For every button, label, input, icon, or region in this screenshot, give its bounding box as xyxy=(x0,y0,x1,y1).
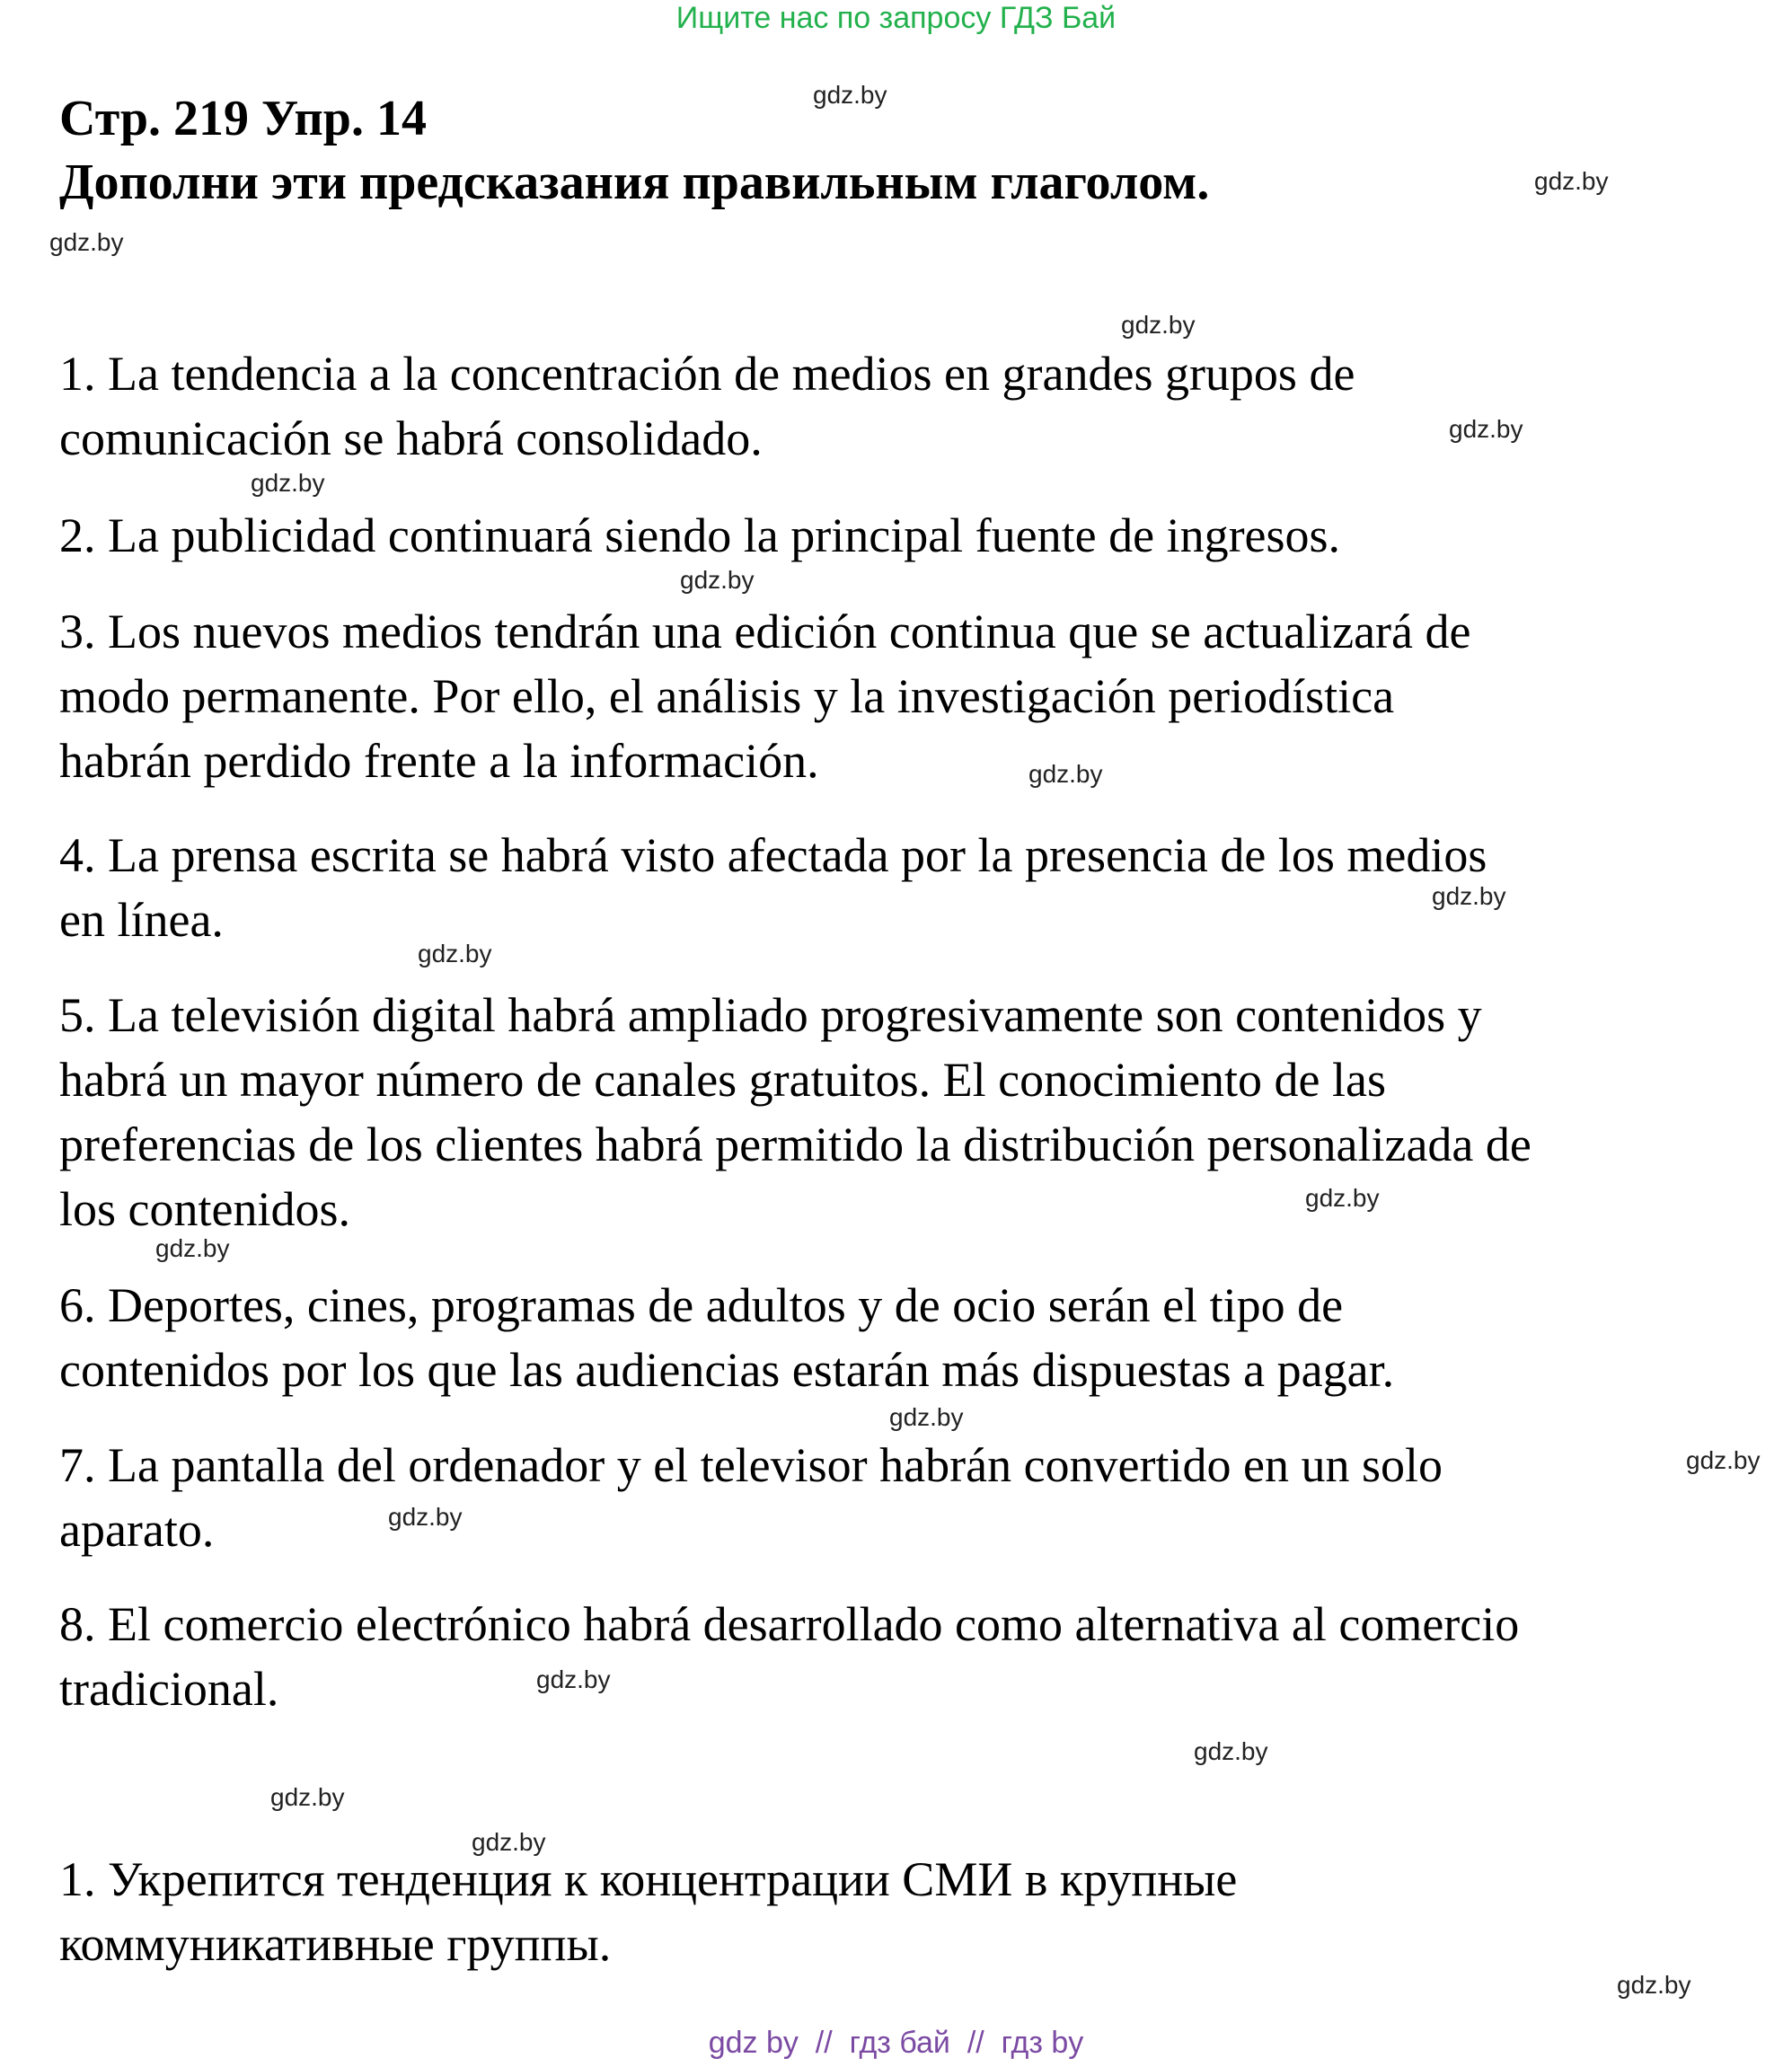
paragraph-line: 8. El comercio electrónico habrá desarrollado como alternativa al comercio xyxy=(59,1597,1520,1651)
paragraph-item-5 xyxy=(59,983,1676,1241)
paragraph-line: 3. Los nuevos medios tendrán una edición continua que se actualizará de xyxy=(59,605,1471,658)
paragraph-line: los contenidos. xyxy=(59,1182,350,1236)
paragraph-line: aparato. xyxy=(59,1503,215,1557)
exercise-instruction: Дополни эти предсказания правильным глаголом. xyxy=(59,155,1210,210)
paragraph-line: en línea. xyxy=(59,893,224,947)
watermark: gdz.by xyxy=(155,1234,230,1262)
paragraph-line: 5. La televisión digital habrá ampliado progresivamente son contenidos y xyxy=(59,988,1482,1042)
paragraph-line: 4. La prensa escrita se habrá visto afectada por la presencia de los medios xyxy=(59,828,1487,882)
paragraph-line: modo permanente. Por ello, el análisis y la investigación periodística xyxy=(59,669,1395,723)
paragraph-line: preferencias de los clientes habrá permitido la distribución personalizada de xyxy=(59,1117,1532,1171)
footer-links: gdz by // гдз бай // гдз by xyxy=(708,2026,1084,2060)
watermark: gdz.by xyxy=(1432,882,1506,910)
paragraph-line: 6. Deportes, cines, programas de adultos y de ocio serán el tipo de xyxy=(59,1278,1344,1332)
paragraph-line: 7. La pantalla del ordenador y el televisor habrán convertido en un solo xyxy=(59,1438,1443,1492)
watermark: gdz.by xyxy=(680,566,755,594)
paragraph-line: habrán perdido frente a la información. xyxy=(59,734,819,788)
watermark: gdz.by xyxy=(1534,167,1609,195)
watermark: gdz.by xyxy=(1121,311,1196,339)
watermark: gdz.by xyxy=(1028,760,1103,788)
watermark: gdz.by xyxy=(472,1828,546,1856)
paragraph-line: 1. Укрепится тенденция к концентрации СМИ в крупные xyxy=(59,1852,1238,1906)
watermark: gdz.by xyxy=(889,1403,964,1431)
watermark: gdz.by xyxy=(251,469,325,497)
paragraph-line: коммуникативные группы. xyxy=(59,1917,612,1971)
watermark: gdz.by xyxy=(813,81,887,109)
paragraph-item-1 xyxy=(59,341,1676,471)
paragraph-line: contenidos por los que las audiencias estarán más dispuestas a pagar. xyxy=(59,1343,1395,1397)
paragraph-line: 1. La tendencia a la concentración de medios en grandes grupos de xyxy=(59,347,1355,401)
watermark: gdz.by xyxy=(388,1503,463,1531)
watermark: gdz.by xyxy=(1686,1446,1761,1474)
watermark: gdz.by xyxy=(1449,415,1523,443)
watermark: gdz.by xyxy=(1305,1184,1380,1212)
translation-item-1 xyxy=(59,1847,1676,1976)
paragraph-item-3 xyxy=(59,599,1676,793)
paragraph-line: habrá un mayor número de canales gratuitos. El conocimiento de las xyxy=(59,1053,1387,1107)
watermark: gdz.by xyxy=(1617,1971,1691,1999)
paragraph-line: 2. La publicidad continuará siendo la principal fuente de ingresos. xyxy=(59,508,1341,562)
page-title: Стр. 219 Упр. 14 xyxy=(59,91,427,146)
paragraph-item-7 xyxy=(59,1433,1676,1562)
paragraph-item-6 xyxy=(59,1273,1676,1402)
watermark: gdz.by xyxy=(536,1665,611,1693)
watermark: gdz.by xyxy=(49,228,124,256)
paragraph-item-8 xyxy=(59,1592,1676,1721)
watermark: gdz.by xyxy=(270,1783,345,1811)
watermark: gdz.by xyxy=(1194,1737,1268,1765)
paragraph-line: comunicación se habrá consolidado. xyxy=(59,411,763,465)
watermark: gdz.by xyxy=(418,940,492,967)
top-banner: Ищите нас по запросу ГДЗ Бай xyxy=(675,1,1117,35)
paragraph-line: tradicional. xyxy=(59,1662,279,1716)
paragraph-item-2 xyxy=(59,503,1676,568)
